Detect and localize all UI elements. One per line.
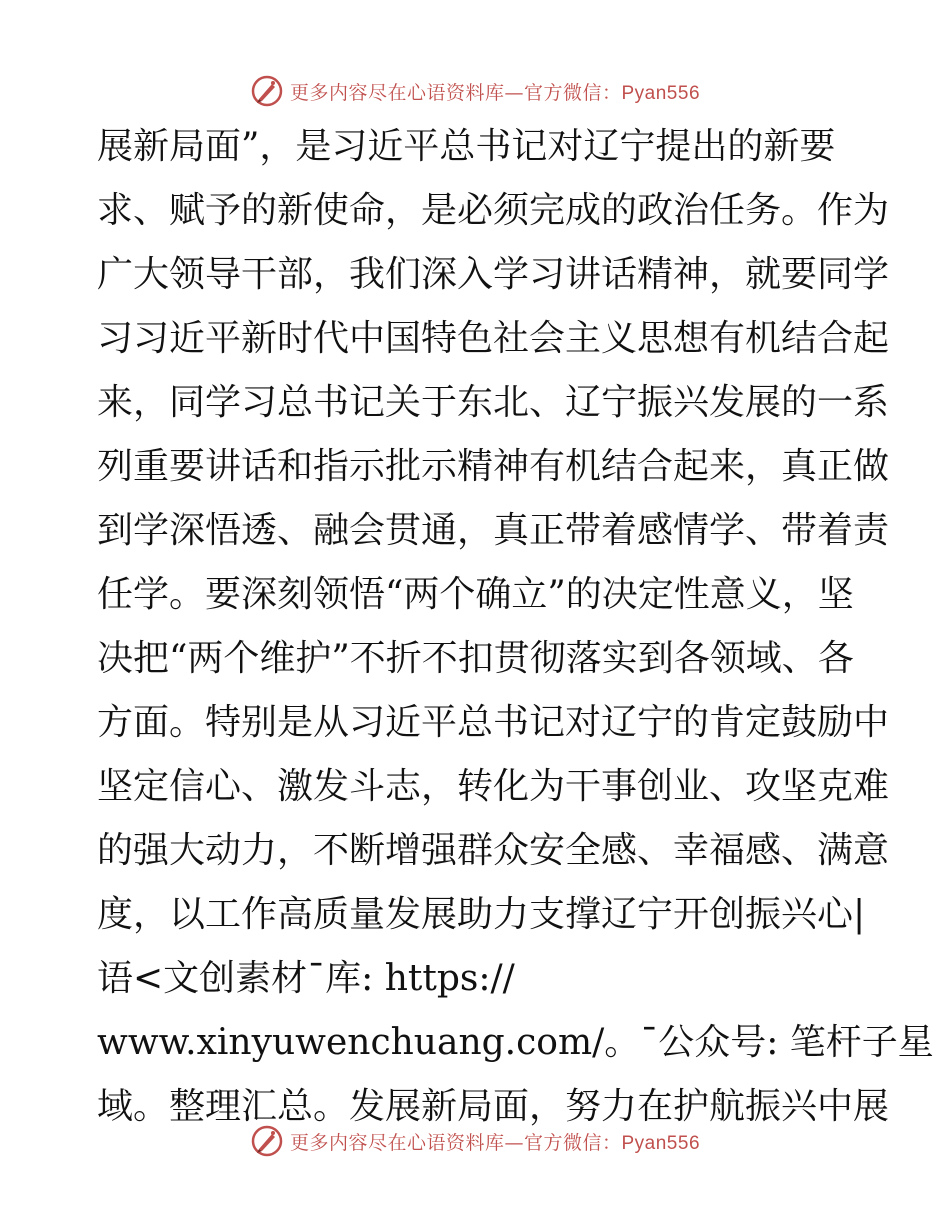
body-line: 决把“两个维护”不折不扣贯彻落实到各领域、各 bbox=[97, 638, 854, 679]
body-line: 列重要讲话和指示批示精神有机结合起来，真正做 bbox=[97, 446, 890, 487]
body-line: 的强大动力，不断增强群众安全感、幸福感、满意 bbox=[97, 830, 890, 871]
header-banner-text bbox=[290, 78, 700, 105]
body-line: 域。整理汇总。发展新局面，努力在护航振兴中展 bbox=[97, 1086, 890, 1127]
pen-logo-icon bbox=[250, 1124, 284, 1158]
body-line: 广大领导干部，我们深入学习讲话精神，就要同学 bbox=[97, 254, 890, 295]
pen-logo-icon bbox=[250, 74, 284, 108]
body-line: 求、赋予的新使命，是必须完成的政治任务。作为 bbox=[97, 190, 890, 231]
header-banner bbox=[0, 71, 950, 111]
header-site-name: 更多内容尽在心语资料库 bbox=[289, 81, 505, 104]
body-line: 度，以工作高质量发展助力支撑辽宁开创振兴心| bbox=[97, 894, 866, 935]
header-separator: — bbox=[504, 81, 524, 104]
footer-wechat-account: Pyan556 bbox=[621, 1132, 701, 1154]
body-line: 习习近平新时代中国特色社会主义思想有机结合起 bbox=[97, 318, 890, 359]
footer-separator: — bbox=[504, 1131, 524, 1154]
body-line: 任学。要深刻领悟“两个确立”的决定性意义，坚 bbox=[97, 574, 854, 615]
body-line: 方面。特别是从习近平总书记对辽宁的肯定鼓励中 bbox=[97, 702, 890, 743]
body-line: 来，同学习总书记关于东北、辽宁振兴发展的一系 bbox=[97, 382, 890, 423]
footer-site-name: 更多内容尽在心语资料库 bbox=[289, 1131, 505, 1154]
body-line: 到学深悟透、融会贯通，真正带着感情学、带着责 bbox=[97, 510, 890, 551]
body-line: www.xinyuwenchuang.com/。¯公众号: 笔杆子星 bbox=[97, 1022, 934, 1063]
body-line: 展新局面”，是习近平总书记对辽宁提出的新要 bbox=[97, 126, 836, 167]
body-line: 语<文创素材¯库: https:// bbox=[97, 958, 515, 999]
document-body bbox=[97, 115, 934, 1139]
header-wechat-label: 官方微信： bbox=[523, 81, 622, 104]
footer-banner-text bbox=[290, 1128, 700, 1155]
body-line: 坚定信心、激发斗志，转化为干事创业、攻坚克难 bbox=[97, 766, 890, 807]
header-wechat-account: Pyan556 bbox=[621, 82, 701, 104]
footer-wechat-label: 官方微信： bbox=[523, 1131, 622, 1154]
footer-banner bbox=[0, 1121, 950, 1161]
